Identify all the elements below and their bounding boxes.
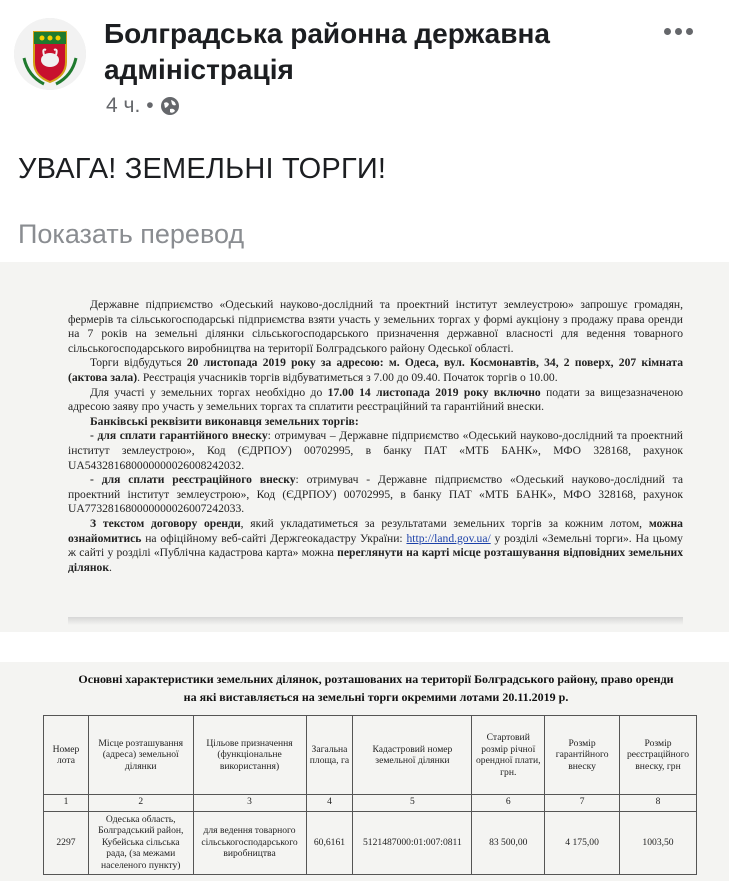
header-cell: Розмір гарантійного внеску bbox=[545, 716, 620, 795]
column-number-row: 1 2 3 4 5 6 7 8 bbox=[44, 795, 697, 812]
doc-paragraph: - для сплати гарантійного внеску: отримувач – Державне підприємство «Одеський науково-дослідний та проектний інститут землеустрою», Код (ЄДРПОУ) 00702995, в банку ПАТ «МТБ БАНК», МФО 328168, рахунок UA543281680000000026008242032. bbox=[68, 429, 683, 472]
doc-paragraph: Державне підприємство «Одеський науково-дослідний та проектний інститут землеустрою» запрошує громадян, фермерів та сільськогосподарські підприємства взяти участь у земельних торгах у формі аукціону з продажу права оренди на 7 років на земельні ділянки сільськогосподарського призначення державної власності для ведення товарного сільськогосподарського виробництва на території Болградського району Одеської області. bbox=[68, 298, 683, 355]
doc-paragraph: Торги відбудуться 20 листопада 2019 року за адресою: м. Одеса, вул. Космонавтів, 34, 2 поверх, 207 кімната (актова зала). Реєстрація учасників торгів відбуватиметься з 7.00 до 09.40. Початок торгів о 10.00. bbox=[68, 356, 683, 384]
lots-table bbox=[43, 715, 697, 875]
header-cell: Місце розташування (адреса) земельної ділянки bbox=[88, 716, 193, 795]
post-header bbox=[0, 0, 729, 130]
land-gov-link: http://land.gov.ua/ bbox=[406, 531, 491, 545]
header-cell: Кадастровий номер земельної ділянки bbox=[353, 716, 472, 795]
lot-registration: 1003,50 bbox=[620, 811, 697, 874]
post-meta bbox=[106, 94, 180, 118]
page-cut-fade bbox=[68, 617, 683, 625]
table-title: Основні характеристики земельних ділянок, розташованих на території Болградського району, право оренди на які виставляється на земельні торги окремими лотами 20.11.2019 р. bbox=[78, 672, 674, 704]
table-row bbox=[44, 811, 697, 874]
header-cell: Стартовий розмір річної орендної плати, грн. bbox=[472, 716, 545, 795]
lot-location: Одеська область, Болградський район, Кубейська сільська рада, (за межами населеного пункту) bbox=[88, 811, 193, 874]
lot-cadastral: 5121487000:01:007:0811 bbox=[353, 811, 472, 874]
meta-separator: • bbox=[146, 94, 154, 117]
more-options-icon[interactable] bbox=[664, 22, 704, 42]
page-avatar[interactable] bbox=[14, 18, 86, 90]
page-name[interactable]: Болградська районна державна адміністрація bbox=[104, 18, 550, 85]
doc-paragraph: - для сплати реєстраційного внеску: отримувач - Державне підприємство «Одеський науково-дослідний та проектний інститут землеустрою», Код (ЄДРПОУ) 00702995, в банку ПАТ «МТБ БАНК», МФО 328168, рахунок UA773281680000000026007242033. bbox=[68, 473, 683, 516]
header-cell: Загальна площа, га bbox=[306, 716, 353, 795]
show-translation-link[interactable]: Показать перевод bbox=[18, 219, 245, 249]
header-cell: Розмір реєстраційного внеску, грн bbox=[620, 716, 697, 795]
table-header-row bbox=[44, 716, 697, 795]
header-cell: Номер лота bbox=[44, 716, 89, 795]
page-gap bbox=[0, 632, 729, 662]
globe-icon bbox=[160, 96, 180, 116]
lot-number: 2297 bbox=[44, 811, 89, 874]
attached-document-image[interactable] bbox=[0, 262, 729, 881]
post-text: УВАГА! ЗЕМЕЛЬНІ ТОРГИ! bbox=[18, 153, 387, 185]
lot-area: 60,6161 bbox=[306, 811, 353, 874]
lot-purpose: для ведення товарного сільськогосподарського виробництва bbox=[193, 811, 306, 874]
lot-guarantee: 4 175,00 bbox=[545, 811, 620, 874]
post-time[interactable]: 4 ч. bbox=[106, 94, 141, 117]
lot-rent: 83 500,00 bbox=[472, 811, 545, 874]
doc-paragraph: Для участі у земельних торгах необхідно до 17.00 14 листопада 2019 року включно подати за вищезазначеною адресою заяву про участь у земельних торгах та сплатити реєстраційний та гарантійний внески. bbox=[68, 385, 683, 414]
header-cell: Цільове призначення (функціональне використання) bbox=[193, 716, 306, 795]
doc-paragraph: З текстом договору оренди, який укладатиметься за результатами земельних торгів за кожним лотом, можна ознайомитись на офіційному веб-сайті Держгеокадастру України: http://land.gov.ua/ у розділі «Земельні торги». На цьому ж сайті у розділі «Публічна кадастрова карта» можна переглянути на карті місце розташування відповідних земельних ділянок. bbox=[68, 516, 684, 574]
document-text bbox=[68, 298, 683, 575]
doc-paragraph: Банківські реквізити виконавця земельних торгів: bbox=[90, 414, 359, 428]
